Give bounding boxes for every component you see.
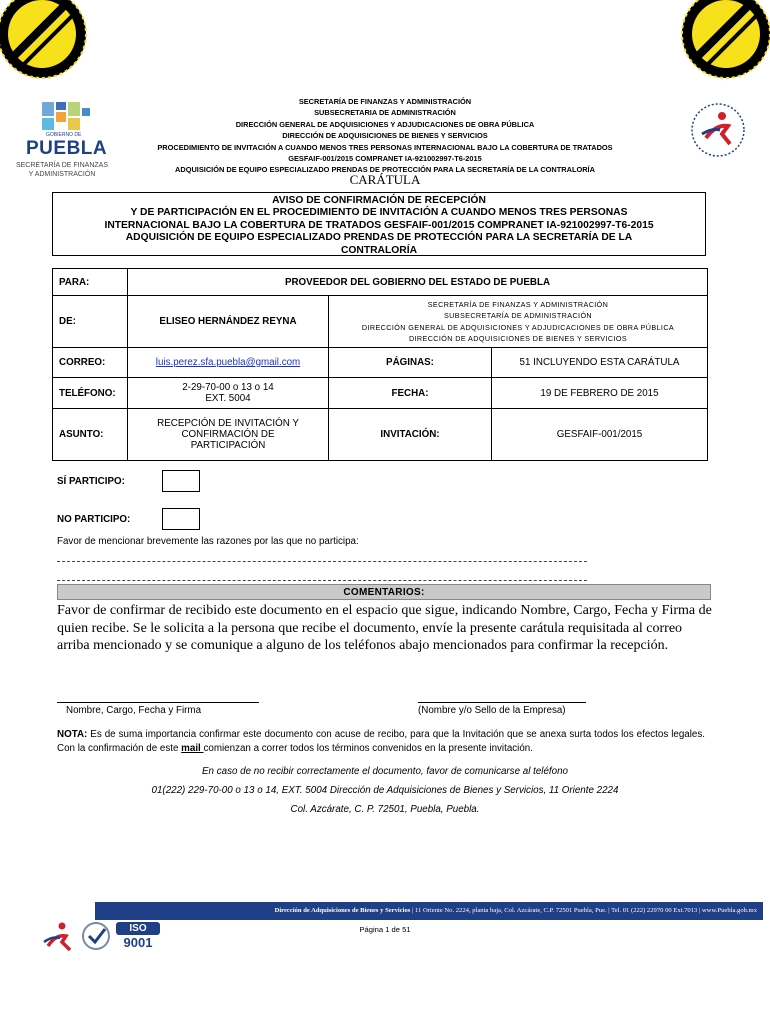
pdf-filler-badge-left[interactable] [0, 0, 90, 82]
nota-paragraph: NOTA: Es de suma importancia confirmar este documento con acuse de recibo, para que la Invitación que se anexa surta todos los efectos legales. Con la confirmación de este mail comienzan a correr todos los términos convenidos en la presente invitación. [57, 729, 705, 754]
de-department: SECRETARÍA DE FINANZAS Y ADMINISTRACIÓN SUBSECRETARÍA DE ADMINISTRACIÓN DIRECCIÓN GENERAL DE ADQUISICIONES Y ADJUDICACIONES DE OBRA PÚBLICA DIRECCIÓN DE ADQUISICIONES DE BIENES Y SERVICIOS [329, 296, 708, 348]
razones-prompt: Favor de mencionar brevemente las razones por las que no participa: [57, 536, 359, 547]
asunto-value: RECEPCIÓN DE INVITACIÓN Y CONFIRMACIÓN DE PARTICIPACIÓN [128, 409, 329, 461]
si-participo-label: SÍ PARTICIPO: [57, 476, 125, 487]
aviso-box: AVISO DE CONFIRMACIÓN DE RECEPCIÓN Y DE PARTICIPACIÓN EN EL PROCEDIMIENTO DE INVITACIÓN A CUANDO MENOS TRES PERSONAS INTERNACIONAL BAJO LA COBERTURA DE TRATADOS GESFAIF-001/2015 COMPRANET IA-921002997-T6-2015 ADQUISICIÓN DE EQUIPO ESPECIALIZADO PRENDAS DE PROTECCIÓN PARA LA SECRETARÍA DE LA CONTRALORÍA [52, 192, 706, 256]
invitacion-value: GESFAIF-001/2015 [492, 409, 708, 461]
puebla-logo [12, 98, 112, 178]
correo-label: CORREO: [53, 348, 128, 378]
fecha-label: FECHA: [329, 378, 492, 409]
info-table [52, 268, 708, 461]
contacto-line-3: Col. Azcárate, C. P. 72501, Puebla, Puebla. [290, 804, 480, 815]
asunto-label: ASUNTO: [53, 409, 128, 461]
paginas-label: PÁGINAS: [329, 348, 492, 378]
firma-label-left: Nombre, Cargo, Fecha y Firma [66, 705, 202, 716]
logo-small-text: GOBIERNO DE [46, 132, 82, 138]
telefono-value: 2-29-70-00 o 13 o 14 EXT. 5004 [128, 378, 329, 409]
logo-name: PUEBLA [26, 138, 108, 159]
logo-subtitle: SECRETARÍA DE FINANZAS Y ADMINISTRACIÓN [15, 162, 109, 178]
firma-line-right[interactable] [418, 702, 586, 703]
runner-emblem-icon [688, 100, 748, 160]
comentarios-text: Favor de confirmar de recibido este documento en el espacio que sigue, indicando Nombre, Cargo, Fecha y Firma de quien recibe. Se le solicita a la persona que recibe el documento, envíe la presente carátula requisitada al correo arriba mencionado y se comunique a alguno de los teléfonos abajo mencionados para confirmar la recepción. [57, 603, 712, 653]
comentarios-header: COMENTARIOS: [57, 584, 711, 600]
email-link[interactable]: luis.perez.sfa.puebla@gmail.com [155, 357, 301, 368]
contacto-line-2: 01(222) 229-70-00 o 13 o 14, EXT. 5004 Dirección de Adquisiciones de Bienes y Servicios, 11 Oriente 2224 [151, 785, 619, 796]
fecha-value: 19 DE FEBRERO DE 2015 [492, 378, 708, 409]
de-label: DE: [53, 296, 128, 348]
footer-bar: Dirección de Adquisiciones de Bienes y Servicios | 11 Oriente No. 2224, planta baja, Col. Azcárate, C.P. 72501 Puebla, Pue. | Tel. 01 (222) 22970 00 Ext.7013 | www.Puebla.gob.mx [95, 902, 763, 920]
de-value: ELISEO HERNÁNDEZ REYNA [128, 296, 329, 348]
invitacion-label: INVITACIÓN: [329, 409, 492, 461]
telefono-label: TELÉFONO: [53, 378, 128, 409]
pdf-filler-badge-right[interactable] [678, 0, 770, 82]
para-value: PROVEEDOR DEL GOBIERNO DEL ESTADO DE PUEBLA [128, 269, 708, 296]
si-participo-checkbox[interactable] [162, 470, 200, 492]
firma-label-right: (Nombre y/o Sello de la Empresa) [418, 705, 566, 716]
para-label: PARA: [53, 269, 128, 296]
page-number: Página 1 de 51 [359, 925, 411, 934]
razones-line-2[interactable] [57, 580, 587, 581]
firma-line-left[interactable] [57, 702, 259, 703]
no-participo-label: NO PARTICIPO: [57, 514, 131, 525]
puebla-logo-mark-icon [40, 100, 92, 134]
razones-line-1[interactable] [57, 561, 587, 562]
no-participo-checkbox[interactable] [162, 508, 200, 530]
document-header: SECRETARÍA DE FINANZAS Y ADMINISTRACIÓN SUBSECRETARIA DE ADMINISTRACIÓN DIRECCIÓN GENERAL DE ADQUISICIONES Y ADJUDICACIONES DE OBRA PÚBLICA DIRECCIÓN DE ADQUISICIONES DE BIENES Y SERVICIOS PROCEDIMIENTO DE INVITACIÓN A CUANDO MENOS TRES PERSONAS INTERNACIONAL BAJO LA COBERTURA DE TRATADOS GESFAIF-001/2015 COMPRANET IA-921002997-T6-2015 ADQUISICIÓN DE EQUIPO ESPECIALIZADO PRENDAS DE PROTECCIÓN PARA LA SECRETARÍA DE LA CONTRALORÍA [157, 97, 613, 175]
iso-9001-logo: ISO 9001 [116, 918, 162, 954]
page-title: CARÁTULA [349, 172, 421, 187]
contacto-line-1: En caso de no recibir correctamente el documento, favor de comunicarse al teléfono [202, 766, 568, 777]
paginas-value: 51 INCLUYENDO ESTA CARÁTULA [492, 348, 708, 378]
runner-emblem-small-icon [40, 918, 80, 954]
